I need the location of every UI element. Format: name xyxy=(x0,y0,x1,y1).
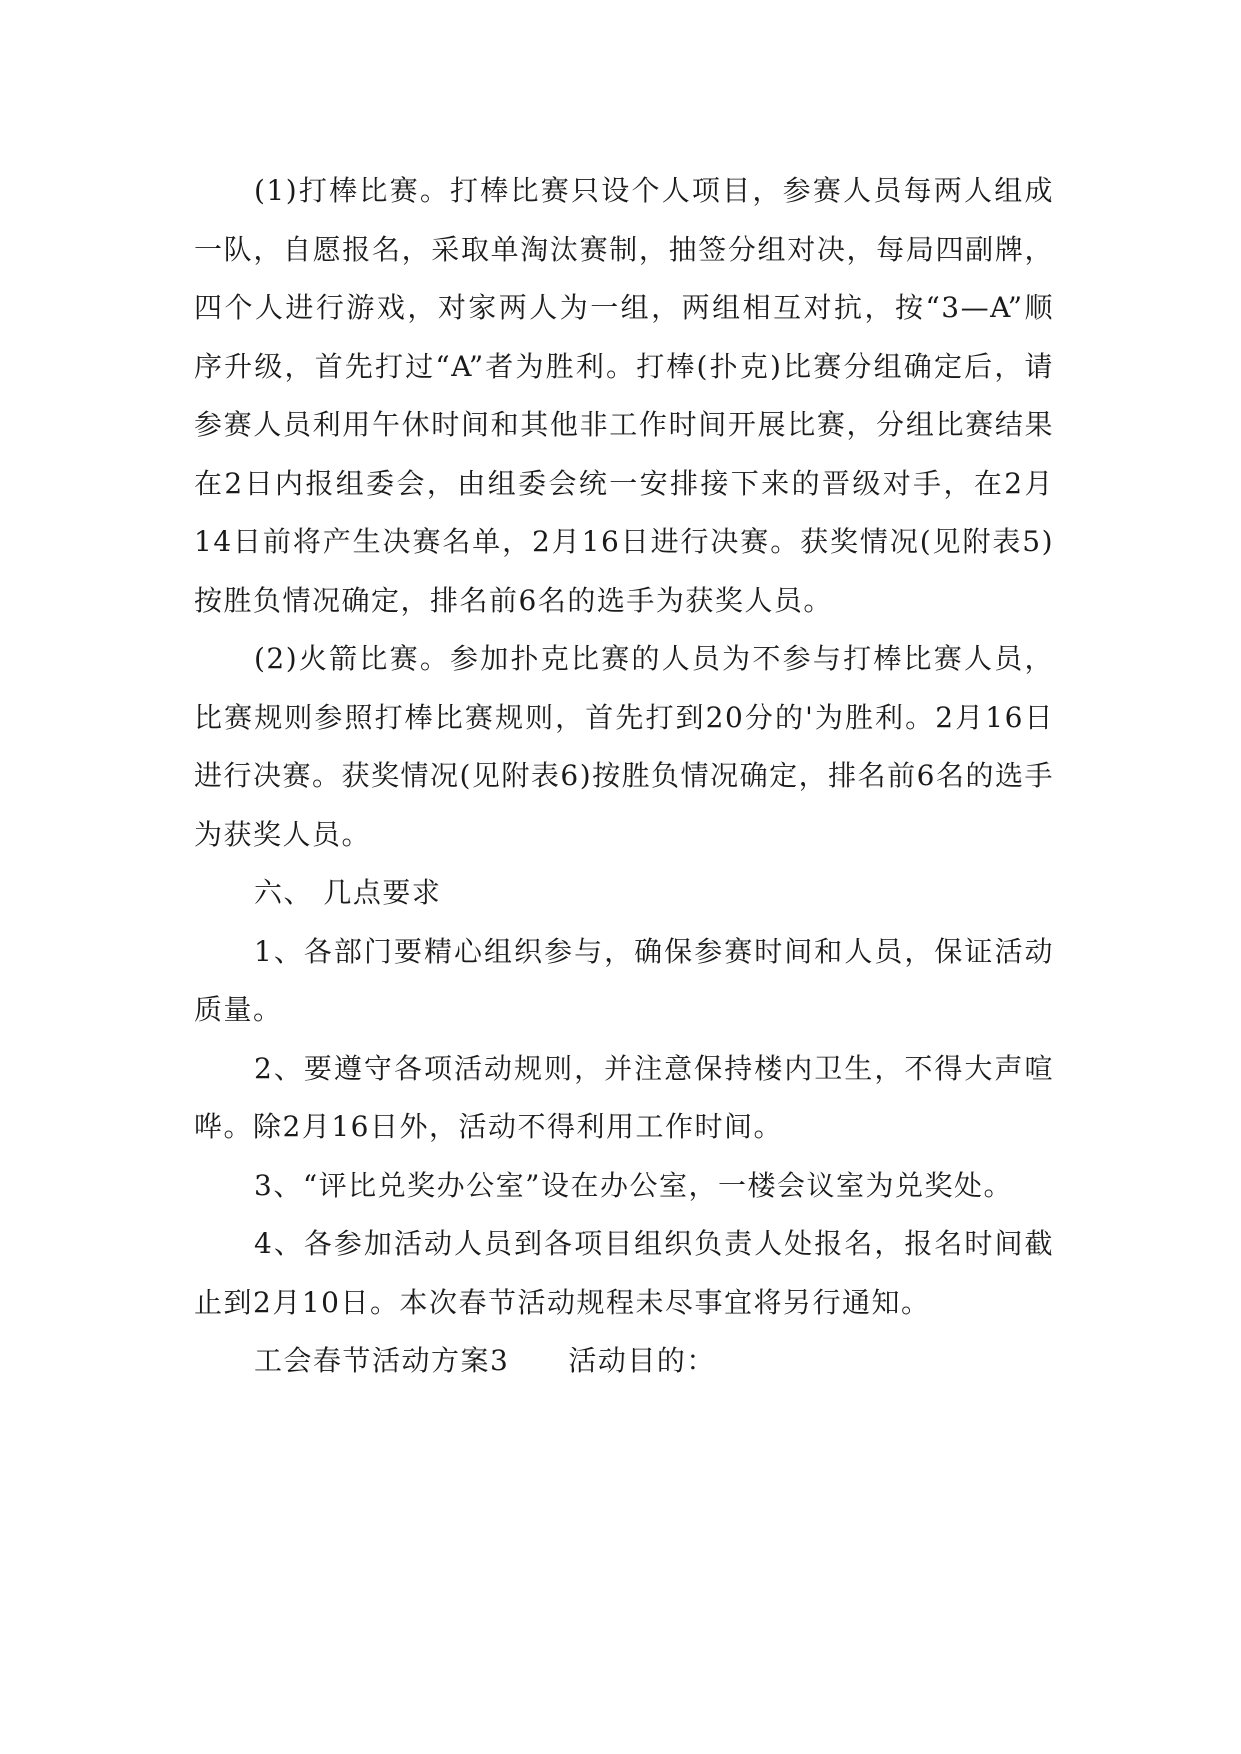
paragraph-huojian-rules: (2)火箭比赛。参加扑克比赛的人员为不参与打棒比赛人员，比赛规则参照打棒比赛规则，首先打到20分的'为胜利。2月16日进行决赛。获奖情况(见附表6)按胜负情况确定，排名前6名的选手为获奖人员。 xyxy=(194,642,1054,851)
paragraph-dabang-rules: (1)打棒比赛。打棒比赛只设个人项目，参赛人员每两人组成一队，自愿报名，采取单淘汰赛制，抽签分组对决，每局四副牌，四个人进行游戏，对家两人为一组，两组相互对抗，按“3—A”顺序升级，首先打过“A”者为胜利。打棒(扑克)比赛分组确定后，请参赛人员利用午休时间和其他非工作时间开展比赛，分组比赛结果在2日内报组委会，由组委会统一安排接下来的晋级对手，在2月14日前将产生决赛名单，2月16日进行决赛。获奖情况(见附表5)按胜负情况确定，排名前6名的选手为获奖人员。 xyxy=(194,174,1054,617)
plan-3-heading: 工会春节活动方案3 活动目的： xyxy=(254,1344,716,1377)
requirement-item-2: 2、要遵守各项活动规则，并注意保持楼内卫生，不得大声喧哗。除2月16日外，活动不得利用工作时间。 xyxy=(194,1051,1054,1143)
document-body xyxy=(194,162,1054,1391)
requirement-item-1: 1、各部门要精心组织参与，确保参赛时间和人员，保证活动质量。 xyxy=(194,934,1054,1026)
requirement-item-4: 4、各参加活动人员到各项目组织负责人处报名，报名时间截止到2月10日。本次春节活动规程未尽事宜将另行通知。 xyxy=(194,1227,1054,1319)
section-heading-requirements: 六、 几点要求 xyxy=(254,876,442,909)
requirement-item-3: 3、“评比兑奖办公室”设在办公室，一楼会议室为兑奖处。 xyxy=(254,1168,1013,1202)
